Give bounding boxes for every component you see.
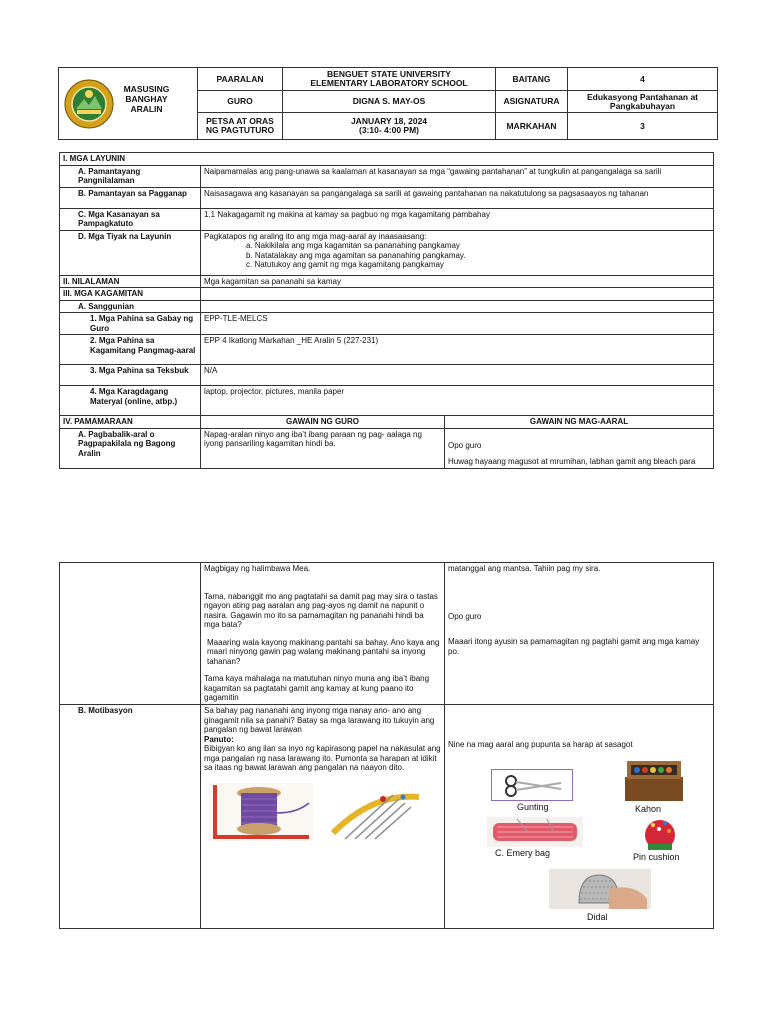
pagbabalik-aral-guro: Napag-aralan ninyo ang iba’t ibang paraan ng pag- aalaga ng iyong pansariling kagamitan hindi ba. — [201, 428, 445, 468]
thimble-image — [549, 869, 651, 909]
baitang-value: 4 — [568, 68, 718, 91]
paaralan-line: BENGUET STATE UNIVERSITY — [327, 69, 451, 79]
nilalaman-heading: II. NILALAMAN — [60, 275, 201, 288]
petsa-label — [198, 113, 283, 140]
student-answer: Opo guro — [448, 611, 482, 621]
baitang-label: BAITANG — [496, 68, 568, 91]
pagbabalik-aral-student — [445, 428, 714, 468]
layunin-d-label: D. Mga Tiyak na Layunin — [60, 230, 201, 275]
nilalaman-value: Mga kagamitan sa pananahi sa kamay — [201, 275, 714, 288]
paaralan-line: ELEMENTARY LABORATORY SCHOOL — [310, 78, 468, 88]
teacher-line: Maaaring wala kayong makinang pantahi sa bahay. Ano kaya ang maari ninyong gawin pag walang makinang pantahi sa inyong tahanan? — [207, 637, 440, 666]
pagbabalik-aral-continued-label — [60, 563, 201, 705]
university-seal-icon — [64, 79, 114, 129]
objective-item: c. Natutukoy ang gamit ng mga kagamitang pangkamay — [246, 260, 444, 269]
asignatura-line: Pangkabuhayan — [609, 100, 676, 111]
guro-label: GURO — [198, 91, 283, 113]
thread-spool-image — [209, 783, 313, 841]
layunin-b-label: B. Pamantayan sa Pagganap — [60, 187, 201, 208]
sanggunian-item-label: 1. Mga Pahina sa Gabay ng Guro — [60, 313, 201, 335]
emery-bag-image — [487, 817, 583, 847]
petsa-label-line: NG PAGTUTURO — [205, 125, 275, 135]
markahan-value: 3 — [568, 113, 718, 140]
kagamitan-heading: III. MGA KAGAMITAN — [60, 288, 201, 301]
header-title-line: MASUSING — [123, 83, 170, 94]
pagbabalik-aral-label: A. Pagbabalik-aral o Pagpapakilala ng Bagong Aralin — [60, 428, 201, 468]
asignatura-line: Edukasyong Pantahanan at — [587, 91, 698, 102]
asignatura-value — [568, 91, 718, 113]
scissors-image — [491, 769, 573, 801]
motibasyon-student — [445, 705, 714, 929]
asignatura-label: ASIGNATURA — [496, 91, 568, 113]
student-answer: matanggal ang mantsa. Tahiin pag my sira. — [448, 564, 601, 573]
sanggunian-label: A. Sanggunian — [60, 300, 201, 313]
objective-item: b. Natatalakay ang mga agamitan sa pananahing pangkamay. — [246, 250, 466, 260]
pagbabalik-aral-guro-continued — [201, 563, 445, 705]
sanggunian-item-value: EPP-TLE-MELCS — [201, 313, 714, 335]
layunin-a-value: Naipamamalas ang pang-unawa sa kaalaman at kasanayan sa mga “gawaing pantahanan” at tungkulin at pangangalaga sa sarili — [201, 165, 714, 187]
motibasyon-guro — [201, 705, 445, 929]
petsa-value-line: (3:10- 4:00 PM) — [359, 125, 419, 135]
motibasyon-label: B. Motibasyon — [60, 705, 201, 929]
petsa-value — [283, 113, 496, 140]
guro-value: DIGNA S. MAY-OS — [283, 91, 496, 113]
caption-gunting: Gunting — [517, 802, 549, 812]
lesson-plan-table — [59, 152, 714, 469]
header-title-line: BANGHAY — [125, 93, 168, 104]
markahan-label: MARKAHAN — [496, 113, 568, 140]
student-answer: Nine na mag aaral ang pupunta sa harap at sasagot — [448, 740, 633, 749]
needles-image — [323, 783, 427, 841]
sanggunian-item-label: 3. Mga Pahina sa Teksbuk — [60, 365, 201, 386]
sanggunian-item-value: laptop, projector, pictures, manila paper — [201, 386, 714, 416]
sanggunian-blank — [201, 300, 714, 313]
gawain-guro-heading: GAWAIN NG GURO — [201, 416, 445, 429]
caption-didal: Didal — [587, 912, 608, 922]
layunin-a-label: A. Pamantayang Pangnilalaman — [60, 165, 201, 187]
header-title-line: ARALIN — [130, 103, 163, 114]
teacher-line: Magbigay ng halimbawa Mea. — [204, 564, 311, 573]
header-table — [58, 67, 718, 140]
student-answer: Maaari itong ayusin sa pamamagitan ng pagtahi gamit ang mga kamay po. — [448, 637, 700, 656]
layunin-c-value: 1.1 Nakagagamit ng makina at kamay sa pagbuo ng mga kagamitang pambahay — [201, 208, 714, 230]
caption-emery-bag: C. Emery bag — [495, 848, 551, 858]
layunin-heading: I. MGA LAYUNIN — [60, 153, 714, 166]
layunin-b-value: Naisasagawa ang kasanayan sa pangangalaga sa sarili at gawaing pantahanan na nakatutulong sa pagsasaayos ng tahanan — [201, 187, 714, 208]
caption-pin-cushion: Pin cushion — [633, 852, 680, 862]
paaralan-label: PAARALAN — [198, 68, 283, 91]
petsa-label-line: PETSA AT ORAS — [206, 116, 274, 126]
sanggunian-item-label: 4. Mga Karagdagang Materyal (online, atbp.) — [60, 386, 201, 416]
student-answer: Huwag hayaang magusot at mrumihan, labhan gamit ang bleach para — [448, 457, 696, 466]
sewing-box-image — [623, 759, 685, 803]
teacher-line: Tama kaya mahalaga na matutuhan ninyo muna ang iba’t ibang kagamitan sa pagtatahi gamit ang kamay at kung paano ito gagamitin — [204, 674, 430, 702]
panuto-label: Panuto: — [204, 734, 234, 744]
layunin-c-label: C. Mga Kasanayan sa Pampagkatuto — [60, 208, 201, 230]
sanggunian-item-value: EPP 4 Ikatlong Markahan _HE Aralin 5 (227-231) — [201, 335, 714, 365]
layunin-d-value — [201, 230, 714, 275]
gawain-mag-aaral-heading: GAWAIN NG MAG-AARAL — [445, 416, 714, 429]
layunin-d-intro: Pagkatapos ng araling ito ang mga mag-aaral ay inaasaasang: — [204, 231, 427, 241]
pin-cushion-image — [639, 815, 681, 851]
pagbabalik-aral-student-continued — [445, 563, 714, 705]
pamamaraan-heading: IV. PAMAMARAAN — [60, 416, 201, 429]
sanggunian-item-value: N/A — [201, 365, 714, 386]
header-logo-cell — [59, 68, 198, 140]
petsa-value-line: JANUARY 18, 2024 — [350, 116, 428, 126]
sanggunian-item-label: 2. Mga Pahina sa Kagamitang Pangmag-aaral — [60, 335, 201, 365]
caption-kahon: Kahon — [635, 804, 662, 814]
kagamitan-heading-blank — [201, 288, 714, 301]
teacher-line: Sa bahay pag nananahi ang inyong mga nanay ano- ano ang ginagamit nila sa panahi? Batay sa mga larawang ito tukuyin ang pangalan ng bawat larawan — [204, 706, 435, 734]
objective-item: a. Nakikilala ang mga kagamitan sa pananahing pangkamay — [246, 241, 460, 250]
paaralan-value — [283, 68, 496, 91]
lesson-plan-table-continued — [59, 562, 714, 929]
student-answer: Opo guro — [448, 440, 482, 450]
teacher-line: Bibigyan ko ang ilan sa inyo ng kapirasong papel na nakasulat ang mga pangalan ng nasa larawang ito. Pumonta sa harapan at idikit sa itaas ng bawat larawan ang pangalan na naayon dito. — [204, 744, 441, 772]
teacher-line: Tama, nabanggit mo ang pagtatahi sa damit pag may sira o tastas ngayon ating pag aaralan ang pag-ayos ng damit na napunit o nasira. Gagawin mo ito sa pamamagitan ng pananahi hindi ba mga bata? — [204, 591, 438, 629]
